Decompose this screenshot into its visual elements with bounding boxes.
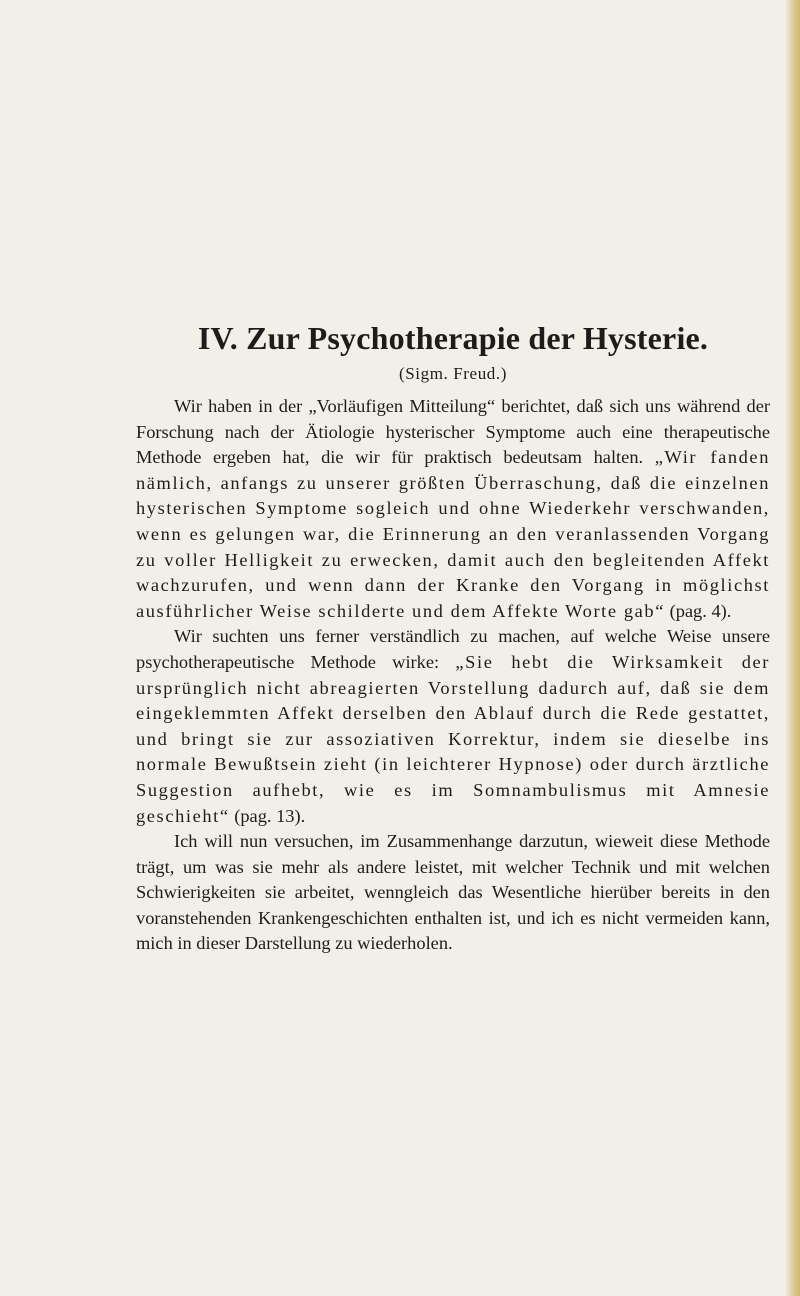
chapter-title: IV. Zur Psychotherapie der Hysterie. [197, 320, 709, 356]
page-body [136, 318, 770, 957]
paragraph-2-quote: „Sie hebt die Wirksamkeit der ursprünglich nicht abreagierten Vorstellung dadurch auf, daß sie dem eingeklemmten Affekt derselben den Ablauf durch die Rede gestattet, und bringt sie zur assoziativen Korrektur, indem sie dieselbe ins normale Bewußtsein zieht (in leichterer Hypnose) oder durch ärztliche Suggestion aufhebt, wie es im Somnambulismus mit Amnesie geschieht“ [136, 651, 770, 826]
paragraph-1-ref: (pag. 4). [664, 600, 732, 621]
paragraph-1-lead: Wir haben in der „Vorläufigen Mitteilung“ berichtet, daß sich uns während der Forschung nach der Ätiologie hysterischer Symptome auch eine therapeutische Methode ergeben hat, die wir für praktisch bedeutsam halten. [136, 396, 770, 468]
paragraph-2 [136, 624, 770, 829]
page-edge [786, 0, 800, 1296]
paragraph-1 [136, 394, 770, 624]
paragraph-2-ref: (pag. 13). [229, 805, 306, 826]
paragraph-2-lead: Wir suchten uns ferner verständlich zu machen, auf welche Weise unsere psychotherapeutische Methode wirke: [136, 626, 770, 672]
chapter-author: (Sigm. Freud.) [398, 364, 508, 383]
paragraph-1-quote: „Wir fanden nämlich, anfangs zu unserer größten Überraschung, daß die einzelnen hysterischen Symptome sogleich und ohne Wiederkehr verschwanden, wenn es gelungen war, die Erinnerung an den veranlassenden Vorgang zu voller Helligkeit zu erwecken, damit auch den begleitenden Affekt wachzurufen, und wenn dann der Kranke den Vorgang in möglichst ausführlicher Weise schilderte und dem Affekte Worte gab“ [136, 447, 770, 621]
paragraph-3 [136, 829, 770, 957]
paragraph-3-text: Ich will nun versuchen, im Zusammenhange darzutun, wieweit diese Methode trägt, um was sie mehr als andere leistet, mit welcher Technik und mit welchen Schwierigkeiten sie arbeitet, wenngleich das Wesentliche hierüber bereits in den voranstehenden Krankengeschichten enthalten ist, und ich es nicht vermeiden kann, mich in dieser Darstellung zu wiederholen. [136, 831, 770, 954]
